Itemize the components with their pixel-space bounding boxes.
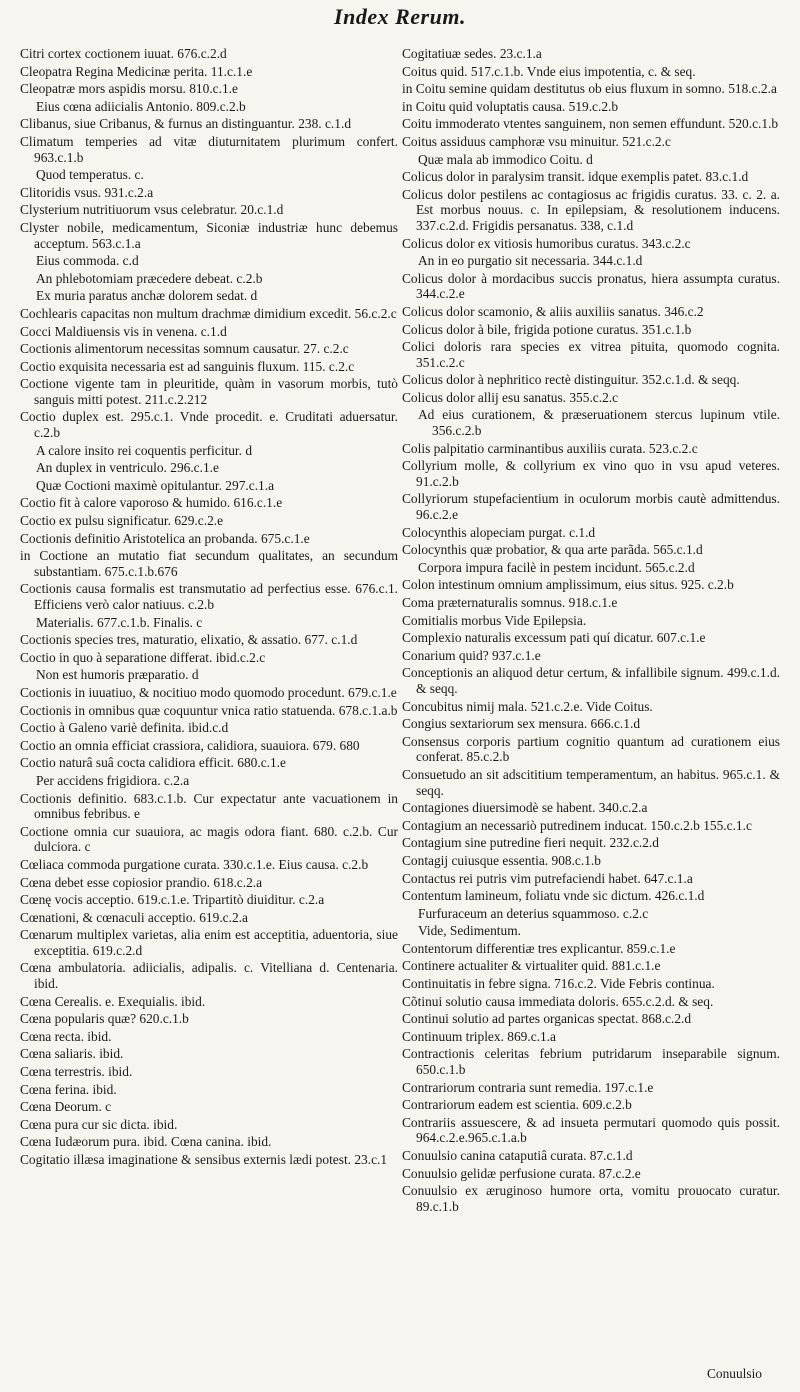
- index-entry: Eius cœna adiicialis Antonio. 809.c.2.b: [36, 98, 246, 114]
- index-entry: Coctionis in omnibus quæ coquuntur vnica ratio statuenda. 678.c.1.a.b: [20, 702, 398, 718]
- index-entry: Cleopatra Regina Medicinæ perita. 11.c.1.e: [20, 63, 253, 79]
- index-entry: Cœliaca commoda purgatione curata. 330.c.1.e. Eius causa. c.2.b: [20, 856, 369, 872]
- index-entry: An in eo purgatio sit necessaria. 344.c.1.d: [418, 253, 643, 269]
- index-entry: Contagiones diuersimodè se habent. 340.c.2.a: [402, 800, 648, 816]
- index-entry: Coitu immoderato vtentes sanguinem, non semen effundunt. 520.c.1.b: [402, 116, 779, 132]
- index-entry: Contactus rei putris vim putrefaciendi habet. 647.c.1.a: [402, 870, 693, 886]
- index-entry: Eius commoda. c.d: [36, 253, 139, 269]
- index-entry: Cœna Cerealis. e. Exequialis. ibid.: [20, 993, 206, 1009]
- index-entry: Clyster nobile, medicamentum, Siconiæ industriæ hunc debemus acceptum. 563.c.1.a: [20, 219, 398, 251]
- index-entry: Coctionis species tres, maturatio, elixatio, & assatio. 677. c.1.d: [20, 632, 358, 648]
- index-entry: Contrariis assuescere, & ad insueta permutari quomodo quis possit. 964.c.2.e.965.c.1.a.b: [402, 1114, 780, 1146]
- index-entry: Coctio exquisita necessaria est ad sanguinis fluxum. 115. c.2.c: [20, 358, 355, 374]
- index-entry: Cœnarum multiplex varietas, alia enim est acceptitia, aduentoria, siue exceptitia. 619.c.2.d: [20, 927, 398, 958]
- index-entry: Cogitatiuæ sedes. 23.c.1.a: [402, 46, 542, 61]
- index-entry: Colon intestinum omnium amplissimum, eius situs. 925. c.2.b: [402, 577, 734, 593]
- index-entry: Congius sextariorum sex mensura. 666.c.1.d: [402, 716, 641, 732]
- index-entry: Coctio ex pulsu significatur. 629.c.2.e: [20, 513, 224, 529]
- index-entry: Colicus dolor à mordacibus succis pronatus, hiera assumpta curatus. 344.c.2.e: [402, 270, 780, 302]
- index-entry: Cogitatio illæsa imaginatione & sensibus externis lædi potest. 23.c.1: [20, 1152, 388, 1167]
- index-entry: Coctio an omnia efficiat crassiora, calidiora, suauiora. 679. 680: [20, 737, 360, 753]
- index-entry: Cocci Maldiuensis vis in venena. c.1.d: [20, 323, 227, 339]
- index-entry: Colicus dolor à bile, frigida potione curatus. 351.c.1.b: [402, 321, 692, 337]
- left-column: [20, 46, 398, 1216]
- index-entry: Ad eius curationem, & præseruationem stercus lupinum vtile. 356.c.2.b: [418, 407, 780, 439]
- index-entry: A calore insito rei coquentis perficitur. d: [36, 442, 253, 458]
- page-title: Index Rerum.: [334, 4, 466, 29]
- index-entry: Consensus corporis partium cognitio quantum ad curationem eius conferat. 85.c.2.b: [402, 733, 780, 765]
- index-entry: Coctione omnia cur suauiora, ac magis odora fiant. 680. c.2.b. Cur dulciora. c: [20, 823, 398, 855]
- index-entry: Colicus dolor allij esu sanatus. 355.c.2.c: [402, 389, 619, 405]
- index-entry: Clysterium nutritiuorum vsus celebratur. 20.c.1.d: [20, 202, 284, 218]
- index-entry: Climatum temperies ad vitæ diuturnitatem plurimum confert. 963.c.1.b: [20, 133, 398, 165]
- index-entry: Colicus dolor in paralysim transit. idque exemplis patet. 83.c.1.d: [402, 169, 749, 185]
- index-entry: Cœna popularis quæ? 620.c.1.b: [20, 1011, 189, 1027]
- index-entry: Coctionis definitio Aristotelica an probanda. 675.c.1.e: [20, 530, 310, 546]
- index-entry: Colis palpitatio carminantibus auxiliis curata. 523.c.2.c: [402, 440, 698, 456]
- index-entry: An phlebotomiam præcedere debeat. c.2.b: [36, 270, 263, 286]
- index-entry: Coctionis alimentorum necessitas somnum causatur. 27. c.2.c: [20, 341, 349, 357]
- index-entry: Coctione vigente tam in pleuritide, quàm in vasorum morbis, tutò sanguis mitti potest. 211.c.2.212: [20, 376, 398, 407]
- index-entry: Coitus assiduus camphoræ vsu minuitur. 521.c.2.c: [402, 133, 671, 149]
- index-entry: Continere actualiter & virtualiter quid. 881.c.1.e: [402, 958, 661, 974]
- index-entry: Colocynthis alopeciam purgat. c.1.d: [402, 524, 596, 540]
- index-entry: in Coctione an mutatio fiat secundum qualitates, an secundum substantiam. 675.c.1.b.676: [20, 548, 398, 579]
- index-entry: Continuum triplex. 869.c.1.a: [402, 1028, 556, 1044]
- index-entry: Coctionis causa formalis est transmutatio ad perfectius esse. 676.c.1. Efficiens verò calor natiuus. c.2.b: [20, 581, 398, 612]
- index-entry: Cochlearis capacitas non multum drachmæ dimidium excedit. 56.c.2.c: [20, 305, 397, 321]
- index-entry: Continuitatis in febre signa. 716.c.2. Vide Febris continua.: [402, 976, 715, 992]
- index-entry: Contentum lamineum, foliatu vnde sic dictum. 426.c.1.d: [402, 888, 705, 904]
- index-entry: Cœnationi, & cœnaculi acceptio. 619.c.2.a: [20, 909, 248, 925]
- index-entry: Cœna recta. ibid.: [20, 1028, 112, 1044]
- index-entry: An duplex in ventriculo. 296.c.1.e: [36, 460, 219, 476]
- index-entry: Cœna terrestris. ibid.: [20, 1064, 133, 1080]
- index-entry: Coctionis in iuuatiuo, & nocitiuo modo quomodo procedunt. 679.c.1.e: [20, 684, 397, 700]
- index-entry: Quæ mala ab immodico Coitu. d: [418, 151, 593, 167]
- index-entry: Cleopatræ mors aspidis morsu. 810.c.1.e: [20, 81, 238, 97]
- index-entry: Collyrium molle, & collyrium ex vino quo in vsu apud veteres. 91.c.2.b: [402, 458, 780, 489]
- index-entry: Cœna debet esse copiosior prandio. 618.c.2.a: [20, 874, 263, 890]
- index-entry: Consuetudo an sit adscititium temperamentum, an habitus. 965.c.1. & seqq.: [402, 766, 780, 798]
- index-entry: Conarium quid? 937.c.1.e: [402, 647, 541, 663]
- index-entry: Colici doloris rara species ex vitrea pituita, quomodo cognita. 351.c.2.c: [402, 339, 780, 370]
- catchword: Conuulsio: [706, 1366, 762, 1381]
- index-entry: Colicus dolor scamonio, & aliis auxiliis sanatus. 346.c.2: [402, 303, 704, 319]
- index-entry: in Coitu quid voluptatis causa. 519.c.2.b: [402, 98, 619, 114]
- index-entry: Contractionis celeritas febrium putridarum inseparabile signum. 650.c.1.b: [402, 1046, 780, 1078]
- index-entry: Corpora impura facilè in pestem incidunt. 565.c.2.d: [418, 559, 695, 575]
- index-entry: Non est humoris præparatio. d: [36, 667, 199, 683]
- index-entry: Contentorum differentiæ tres explicantur. 859.c.1.e: [402, 940, 676, 956]
- index-entry: Coctio fit à calore vaporoso & humido. 616.c.1.e: [20, 495, 283, 511]
- index-entry: Clibanus, siue Cribanus, & furnus an distinguantur. 238. c.1.d: [20, 116, 352, 132]
- index-entry: Colicus dolor ex vitiosis humoribus curatus. 343.c.2.c: [402, 235, 691, 251]
- index-entry: Colocynthis quæ probatior, & qua arte parãda. 565.c.1.d: [402, 542, 703, 558]
- right-column: [402, 46, 780, 1216]
- index-entry: Quæ Coctioni maximè opitulantur. 297.c.1.a: [36, 477, 275, 493]
- index-entry: Coitus quid. 517.c.1.b. Vnde eius impotentia, c. & seq.: [402, 63, 696, 79]
- index-entry: Cœna ferina. ibid.: [20, 1081, 117, 1097]
- index-entry: Conuulsio gelidæ perfusione curata. 87.c.2.e: [402, 1165, 641, 1181]
- index-entry: Complexio naturalis excessum pati quí dicatur. 607.c.1.e: [402, 630, 706, 646]
- index-entry: Contagium sine putredine fieri nequit. 232.c.2.d: [402, 835, 659, 851]
- index-entry: Collyriorum stupefacientium in oculorum morbis cautè admittendus. 96.c.2.e: [402, 491, 780, 523]
- index-entry: Colicus dolor à nephritico rectè distinguitur. 352.c.1.d. & seqq.: [402, 372, 740, 388]
- index-entry: Cœna Deorum. c: [20, 1099, 112, 1115]
- index-entry: Cœna ambulatoria. adiicialis, adipalis. c. Vitelliana d. Centenaria. ibid.: [20, 960, 398, 992]
- index-entry: Coma præternaturalis somnus. 918.c.1.e: [402, 595, 618, 610]
- index-entry: Per accidens frigidiora. c.2.a: [36, 772, 190, 788]
- index-entry: Coctionis definitio. 683.c.1.b. Cur expectatur ante vacuationem in omnibus febribus. e: [20, 790, 398, 822]
- index-entry: Materialis. 677.c.1.b. Finalis. c: [36, 614, 203, 630]
- index-entry: Cõtinui solutio causa immediata doloris. 655.c.2.d. & seq.: [402, 993, 714, 1009]
- index-entry: Cœna Iudæorum pura. ibid. Cœna canina. ibid.: [20, 1134, 272, 1150]
- index-entry: Colicus dolor pestilens ac contagiosus ac frigidis curatus. 33. c. 2. a. Est morbus nouus. c. In epilepsiam, & resolutionem inducens. 337.c.2.d. Frigidis persanatus. 338, c.1.d: [402, 186, 780, 233]
- index-entry: Coctio in quo à separatione differat. ibid.c.2.c: [20, 649, 266, 665]
- index-entry: Cœna saliaris. ibid.: [20, 1046, 124, 1062]
- index-entry: Conuulsio ex æruginoso humore orta, vomitu prouocato curatur. 89.c.1.b: [402, 1183, 780, 1214]
- index-entry: Coctio duplex est. 295.c.1. Vnde procedit. e. Cruditati aduersatur. c.2.b: [20, 409, 398, 441]
- index-entry: Citri cortex coctionem iuuat. 676.c.2.d: [20, 46, 227, 61]
- index-entry: Clitoridis vsus. 931.c.2.a: [20, 184, 154, 200]
- index-entry: Continui solutio ad partes organicas spectat. 868.c.2.d: [402, 1011, 692, 1027]
- index-entry: Ex muria paratus anchæ dolorem sedat. d: [36, 288, 258, 304]
- index-entry: Conceptionis an aliquod detur certum, & infallibile signum. 499.c.1.d. & seqq.: [402, 665, 780, 696]
- index-entry: Cœnę vocis acceptio. 619.c.1.e. Tripartitò diuiditur. c.2.a: [20, 892, 325, 908]
- index-entry: Contrariorum eadem est scientia. 609.c.2.b: [402, 1097, 632, 1113]
- index-entry: Conuulsio canina cataputiâ curata. 87.c.1.d: [402, 1148, 633, 1163]
- index-entry: Coctio à Galeno variè definita. ibid.c.d: [20, 720, 229, 736]
- index-entry: Cœna pura cur sic dicta. ibid.: [20, 1116, 178, 1132]
- index-entry: Contagij cuiusque essentia. 908.c.1.b: [402, 852, 601, 868]
- index-entry: Coctio naturâ suâ cocta calidiora efficit. 680.c.1.e: [20, 755, 286, 771]
- index-entry: Comitialis morbus Vide Epilepsia.: [402, 612, 587, 628]
- index-entry: Contrariorum contraria sunt remedia. 197.c.1.e: [402, 1079, 654, 1095]
- index-entry: Furfuraceum an deterius squammoso. c.2.c: [418, 905, 649, 921]
- index-entry: in Coitu semine quidam destitutus ob eius fluxum in somno. 518.c.2.a: [402, 81, 777, 97]
- index-entry: Quod temperatus. c.: [36, 167, 144, 183]
- index-entry: Concubitus nimij mala. 521.c.2.e. Vide Coitus.: [402, 698, 653, 714]
- index-entry: Vide, Sedimentum.: [418, 923, 521, 939]
- index-entry: Contagium an necessariò putredinem inducat. 150.c.2.b 155.c.1.c: [402, 817, 752, 833]
- index-columns: [20, 46, 780, 1216]
